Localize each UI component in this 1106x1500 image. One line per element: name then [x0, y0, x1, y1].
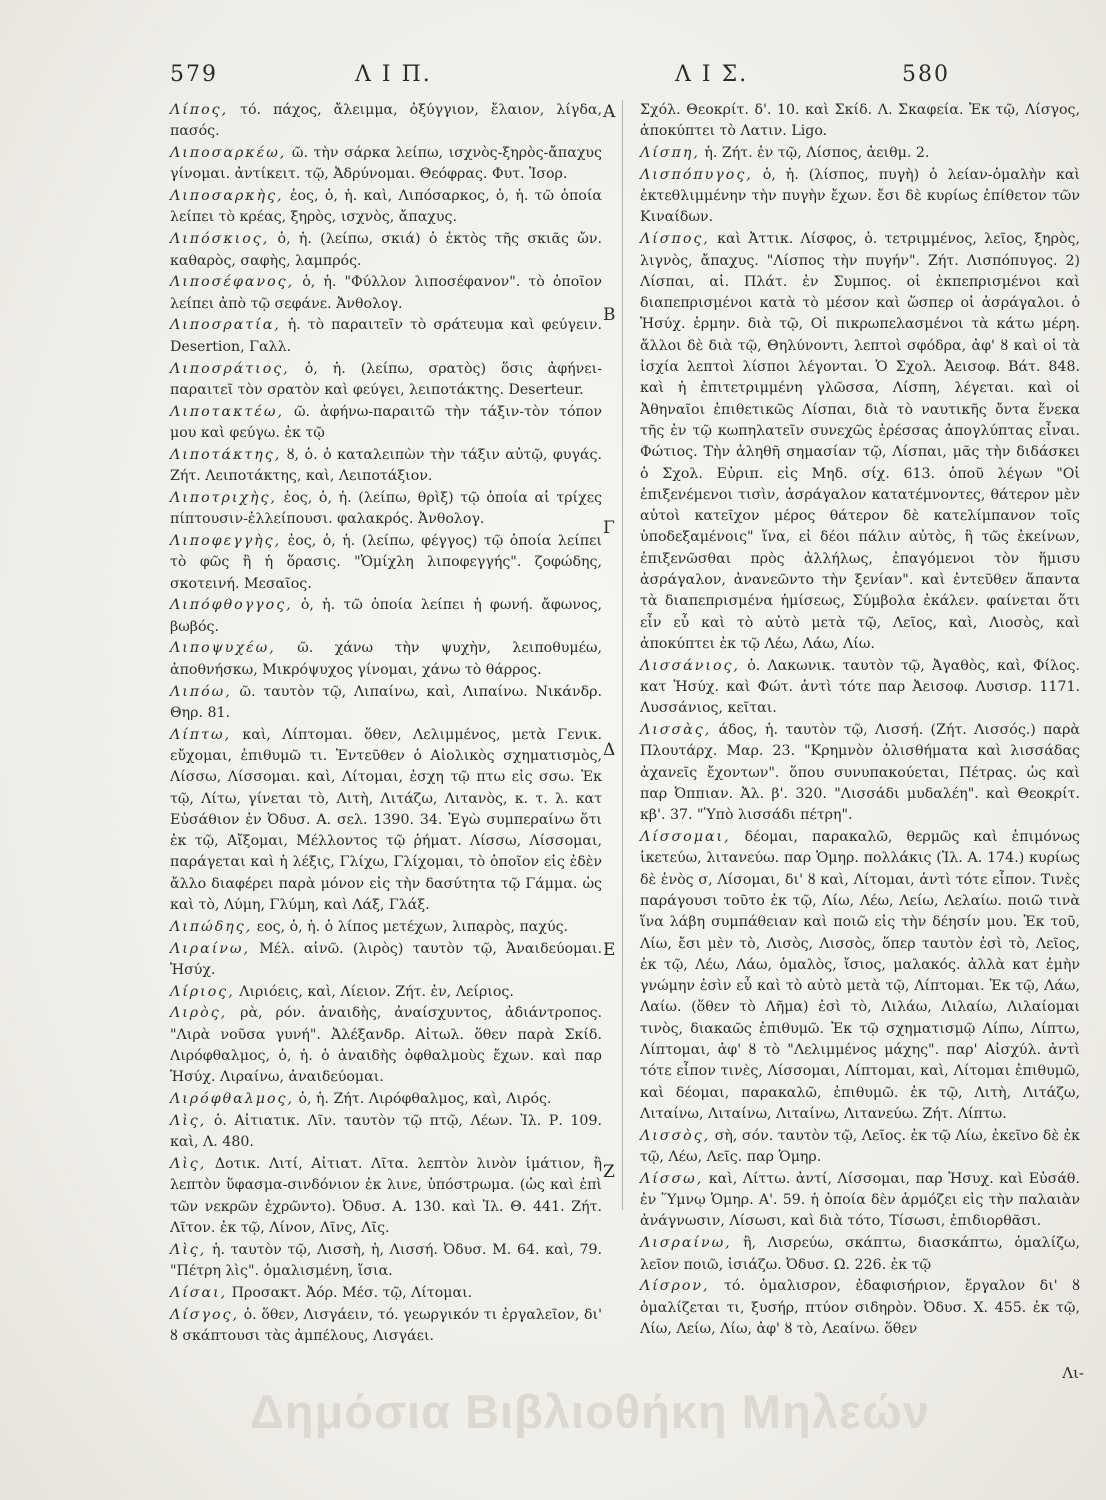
- entry-headword: Λιπόω,: [170, 683, 232, 700]
- running-head-left: Λ Ι Π.: [355, 62, 432, 87]
- entry-definition: εος, ὁ, ἡ. ὁ λίπος μετέχων, λιπαρὸς, παχύς.: [256, 918, 569, 935]
- entry-headword: Λιποσέφανος,: [170, 274, 295, 291]
- dictionary-entry: [170, 359, 602, 402]
- dictionary-entry: [640, 165, 1080, 229]
- dictionary-entry: [170, 638, 602, 681]
- entry-headword: Λιποτακτέω,: [170, 403, 284, 420]
- entry-headword: Λὶς,: [170, 1156, 207, 1173]
- dictionary-entry: [170, 1154, 602, 1239]
- dictionary-entry: [640, 720, 1080, 826]
- library-watermark: Δημόσια Βιβλιοθήκη Μηλεών: [250, 1385, 930, 1438]
- dictionary-entry: [640, 100, 1080, 143]
- entry-definition: καὶ, Λίπτομαι. ὅθεν, Λελιμμένος, μετὰ Γενικ. εὔχομαι, ἐπιθυμῶ τι. Ἐντεῦθεν ὁ Αἰολικὸς σχηματισμὸς, Λίσσω, Λίσσομαι. καὶ, Λίτομαι, ἐσχη τῷ πτω εἰς σσω. Ἐκ τῷ, Λίτω, γίνεται τὸ, Λιτὴ, Λιτάζω, Λιτανὸς, κ. τ. λ. κατ Εὐσάθιον ἐν Ὀδυσ. Α. σελ. 1390. 34. Ἐγὼ συμπεραίνω ὅτι ἐκ τῷ, Αἴξομαι, Μέλλοντος τῷ ῥήματ. Λίσσω, Λίσσομαι, παράγεται καὶ ἡ λέξις, Γλίχω, Γλίχομαι, τὸ ὁποῖον εἰς ἐδὲν ἄλλο διαφέρει παρὰ μόνον εἰς τὴν δασύτητα τῷ Γάμμα. ὡς καὶ τὸ, Λύμη, Γλύμη, καὶ Λάξ, Γλάξ.: [170, 726, 602, 913]
- entry-headword: Λὶς,: [170, 1241, 207, 1258]
- dictionary-entry: [170, 100, 602, 143]
- catchword: Λι-: [1062, 1364, 1084, 1382]
- page-number-right: 580: [902, 62, 950, 87]
- margin-letter-a: A: [603, 102, 616, 122]
- margin-section-letters: [603, 100, 623, 1220]
- entry-headword: Λίσρον,: [640, 1278, 710, 1295]
- dictionary-entry: [170, 445, 602, 488]
- entry-definition: ῶ. ἀφήνω-παραιτῶ τὴν τάξιν-τὸν τόπον μου καὶ φεύγω. ἐκ τῷ: [170, 403, 602, 441]
- dictionary-entry: [170, 1089, 602, 1110]
- entry-definition: ὁ, ἡ. (λίσπος, πυγὴ) ὁ λείαν-ὁμαλὴν καὶ ἐκτεθλιμμένην τὴν πυγὴν ἔχων. ἔσι δὲ κυρίως ἐπίθετον τῶν Κιναίδων.: [640, 166, 1080, 226]
- entry-definition: ὁ, ἡ. Ζήτ. Λιρόφθαλμος, καὶ, Λιρός.: [298, 1091, 552, 1108]
- entry-definition: ὁ, ἡ. (λείπω, σκιά) ὁ ἐκτὸς τῆς σκιᾶς ὤν. καθαρὸς, σαφὴς, λαμπρός.: [170, 231, 602, 269]
- dictionary-entry: [170, 229, 602, 272]
- entry-headword: Λιπόσκιος,: [170, 231, 270, 248]
- entry-headword: Λίσπος,: [640, 231, 710, 248]
- entry-headword: Λίσπη,: [640, 145, 700, 162]
- page-header: [170, 62, 950, 98]
- dictionary-entry: [170, 1240, 602, 1283]
- entry-headword: Λίσγος,: [170, 1306, 239, 1323]
- entry-headword: Λιποσαρκέω,: [170, 145, 287, 162]
- margin-letter-delta: Δ: [603, 740, 616, 760]
- entry-headword: Λιραίνω,: [170, 940, 250, 957]
- entry-definition: ὁ. ὅθεν, Λισγάειν, τό. γεωργικόν τι ἐργαλεῖον, δι' ȣ σκάπτουσι τὰς ἀμπέλους, Λισγάει.: [170, 1306, 603, 1344]
- entry-headword: Λισσὰς,: [640, 722, 712, 739]
- dictionary-entry: [170, 315, 602, 358]
- margin-letter-gamma: Γ: [603, 518, 615, 538]
- entry-definition: ὁ. Λακωνικ. ταυτὸν τῷ, Ἀγαθὸς, καὶ, Φίλος. κατ Ἡσύχ. καὶ Φώτ. ἀντὶ τότε παρ Ἀεισοφ. Λυσισρ. 1171. Λυσσάνιος, κεῖται.: [640, 657, 1080, 717]
- entry-definition: ἡ. ταυτὸν τῷ, Λισσὴ, ἡ, Λισσή. Ὀδυσ. Μ. 64. καὶ, 79. "Πέτρη λὶς". ὁμαλισμένη, ἴσια.: [170, 1241, 602, 1280]
- dictionary-entry: [640, 1126, 1080, 1169]
- dictionary-entry: [170, 1283, 602, 1304]
- entry-definition: ἡ. τὸ παραιτεῖν τὸ σράτευμα καὶ φεύγειν. Desertion, Γαλλ.: [170, 317, 602, 355]
- dictionary-entry: [170, 1003, 602, 1088]
- right-column: [640, 100, 1080, 1341]
- entry-headword: Λισπόπυγος,: [640, 166, 753, 183]
- entry-headword: Λιρὸς,: [170, 1005, 228, 1022]
- dictionary-entry: [170, 939, 602, 982]
- dictionary-entry: [170, 143, 602, 186]
- entry-definition: ἐος, ὁ, ἡ. (λείπω, φέγγος) τῷ ὁποία λείπει τὸ φῶς ἢ ἡ ὅρασις. "Ὁμίχλη λιποφεγγής". ζοφώδης, σκοτεινή. Μεσαῖος.: [170, 532, 602, 592]
- dictionary-entry: [640, 229, 1080, 655]
- entry-definition: ὁ. Αἰτιατικ. Λῖν. ταυτὸν τῷ πτῷ, Λέων. Ἰλ. Ρ. 109. καὶ, Λ. 480.: [170, 1112, 602, 1151]
- entry-headword: Λίπος,: [170, 102, 229, 118]
- dictionary-entry: [640, 656, 1080, 720]
- dictionary-entry: [170, 402, 602, 445]
- left-column: [170, 100, 602, 1348]
- dictionary-entry: [170, 1305, 602, 1348]
- dictionary-entry: [170, 1111, 602, 1154]
- entry-definition: Προσακτ. Ἀόρ. Μέσ. τῷ, Λίτομαι.: [231, 1284, 473, 1301]
- entry-definition: ȣ, ὁ. ὁ καταλειπὼν τὴν τάξιν αὐτῷ, φυγάς. Ζήτ. Λειποτάκτης, καὶ, Λειποτάξιον.: [170, 446, 603, 485]
- entry-definition: ῶ. τὴν σάρκα λείπω, ισχνὸς-ξηρὸς-ἄπαχυς γίνομαι. ἀντίκειτ. τῷ, Ἀδρύνομαι. Θεόφρας. Φυτ. Ἱσορ.: [170, 145, 602, 183]
- entry-headword: Λιποσράτιος,: [170, 360, 290, 377]
- dictionary-entry: [170, 725, 602, 917]
- entry-headword: Λισσὸς,: [640, 1127, 711, 1144]
- margin-letter-b: B: [603, 305, 616, 325]
- entry-definition: ὁ, ἡ. τῶ ὁποία λείπει ἡ φωνή. ἄφωνος, βωβός.: [170, 597, 602, 635]
- entry-headword: Λίσσω,: [640, 1170, 704, 1187]
- entry-headword: Λιπόφθογγος,: [170, 597, 293, 614]
- entry-definition: ὁ, ἡ. "Φύλλον λιποσέφανον". τὸ ὁποῖον λείπει ἀπὸ τῷ σεφάνε. Ἀνθολογ.: [170, 274, 602, 312]
- dictionary-entry: [640, 1169, 1080, 1233]
- entry-definition: δέομαι, παρακαλῶ, θερμῶς καὶ ἐπιμόνως ἱκετεύω, λιτανεύω. παρ Ὁμηρ. πολλάκις (Ἰλ. Α. 174.) κυρίως δὲ ἑνὸς σ, Λίσομαι, δι' ȣ καὶ, Λίτομαι, ἀντὶ τότε εἶπον. Τινὲς παράγουσι τοῦτο ἐκ τῷ, Λίω, Λέω, Λείω, Λελαίω. ποιῶ τινὰ ἵνα λάβη συμπάθειαν καὶ ποιῶ εἰς τὴν δέησίν μου. Ἐκ τοῦ, Λίω, ἔσι μὲν τὸ, Λισὸς, Λισσὸς, ὅπερ ταυτὸν ἐσὶ τὸ, Λεῖος, ἐκ τῷ, Λέω, Λάω, ὁμαλὸς, ἴσιος, μαλακός. ἀλλὰ κατ ἐμὴν γνώμην ἐσὶν εὖ καὶ τὸ αὐτὸ μετὰ τῷ, Λίπτομαι. Ἐκ τῷ, Λάω, Λαίω. (ὅθεν τὸ Λῆμα) ἐσὶ τὸ, Λιλάω, Λιλαίω, Λιλαίομαι τινὸς, διακαῶς ἐπιθυμῶ. Ἐκ τῷ σχηματισμῷ Λίπω, Λίπτω, Λίπτομαι, ἀφ' ȣ τὸ "Λελιμμένος μάχης". παρ' Αἰσχύλ. ἀντὶ τότε εἶπον τινὲς, Λίσσομαι, Λίπτομαι, καὶ, Λίτομαι ἐπιθυμῶ, καὶ δέομαι, παρακαλῶ, ἐπιθυμῶ. ἐκ τῷ, Λιτὴ, Λιτάζω, Λιταίνω, Λιταίνω, Λιταίνω, Λιτανεύω. Ζήτ. Λίπτω.: [640, 829, 1080, 1122]
- running-head-right: Λ Ι Σ.: [675, 62, 749, 87]
- entry-definition: ἐος, ὁ, ἡ. καὶ, Λιπόσαρκος, ὁ, ἡ. τῶ ὁποία λείπει τὸ κρέας, ξηρὸς, ισχνὸς, ἄπαχυς.: [170, 188, 602, 226]
- entry-definition: Λιριόεις, καὶ, Λίειον. Ζήτ. ἐν, Λείριος.: [239, 983, 514, 1000]
- entry-definition: ὁ, ἡ. (λείπω, σρατὸς) ὅσις ἀφήνει-παραιτεῖ τὸν σρατὸν καὶ φεύγει, λειποτάκτης. Deserteur.: [170, 360, 603, 398]
- entry-definition: Μέλ. αἰνῶ. (λιρὸς) ταυτὸν τῷ, Ἀναιδεύομαι. Ἡσύχ.: [170, 940, 602, 978]
- page-number-left: 579: [170, 62, 218, 87]
- dictionary-entry: [640, 1276, 1080, 1340]
- dictionary-entry: [170, 982, 602, 1003]
- entry-headword: Λιποψυχέω,: [170, 640, 276, 657]
- entry-definition: ῶ. χάνω τὴν ψυχὴν, λειποθυμέω, ἀποθνήσκω, Μικρόψυχος γίνομαι, χάνω τὸ θάρρος.: [170, 640, 603, 678]
- entry-headword: Λὶς,: [170, 1112, 207, 1129]
- entry-definition: καὶ Ἀττικ. Λίσφος, ὁ. τετριμμένος, λεῖος, ξηρὸς, λιγνὸς, ἄπαχυς. "Λίσπος τὴν πυγήν". Ζήτ. Λισπόπυγος. 2) Λίσπαι, αἱ. Πλάτ. ἐν Συμπος. οἱ ἐκπεπρισμένοι καὶ διαπεπρισμένοι κατὰ τὸ μέσον καὶ ὥσπερ οἱ ἀσράγαλοι. ὁ Ἡσύχ. ἑρμην. διὰ τῷ, Οἱ πικρωπελασμένοι τὰ κάτω μέρη. ἄλλοι δὲ διὰ τῷ, Θηλύνοντι, λεπτοὶ σφόδρα, ἀφ' ȣ καὶ οἱ τὰ ἰσχία λεπτοὶ λίσποι λέγονται. Ὁ Σχολ. Ἀεισοφ. Βάτ. 848. καὶ ἡ ἐπιτετριμμένη γλῶσσα, Λίσπη, λέγεται. καὶ οἱ Ἀθηναῖοι ἐπιθετικῶς Λίσπαι, διὰ τὸ ναυτικῆς ὄντα ἕνεκα τῆς ἐν τῷ κωπηλατεῖν συνεχῶς ἐρέσσας ἀπογλύπτας εἶναι. Φώτιος. Τὴν ἀληθῆ σημασίαν τῷ, Λίσπαι, μᾶς τὴν διδάσκει ὁ Σχολ. Εὐριπ. εἰς Μηδ. σίχ. 613. ὁποῦ λέγων "Οἱ ἐπιξενέμενοι τισὶν, ἀσράγαλον κατατέμνοντες, θάτερον μὲν αὐτοὶ κατεῖχον μέρος θάτερον δὲ κατελίμπανον τοῖς ὑποδεξαμένοις" ἵνα, εἰ δέοι πάλιν αὐτὸς, ἢ τῶς ἐκείνων, ἐπιξενῶσθαι πρὸς ἀλλήλως, ἐπαγόμενοι τὸν ἥμισυ ἀσράγαλον, ἀνανεῶντο τὴν ξενίαν". καὶ ἐντεῦθεν ἅπαντα τὰ διαπεπρισμένα ἡμίσεως, Σύμβολα ἐκάλεν. φαίνεται ὅτι εἶν εὖ καὶ τὸ αὐτὸ μετὰ τῷ, Λεῖος, καὶ, Λιοσὸς, καὶ ἀποκύπτει ἐκ τῷ Λέω, Λάω, Λίω.: [640, 231, 1080, 652]
- entry-headword: Λιποτριχὴς,: [170, 489, 277, 506]
- dictionary-entry: [170, 272, 602, 315]
- entry-headword: Λισραίνω,: [640, 1235, 732, 1252]
- entry-headword: Λιποτάκτης,: [170, 446, 282, 463]
- dictionary-entry: [170, 488, 602, 531]
- entry-headword: Λίσσομαι,: [640, 829, 731, 846]
- entry-headword: Λίσαι,: [170, 1284, 228, 1301]
- dictionary-entry: [170, 917, 602, 938]
- dictionary-entry: [640, 143, 1080, 164]
- entry-definition: τό. πάχος, ἄλειμμα, ὀξύγγιον, ἔλαιον, λίγδα, πασός.: [170, 102, 602, 140]
- entry-headword: Λιπώδης,: [170, 918, 253, 935]
- entry-definition: Σχόλ. Θεοκρίτ. δ'. 10. καὶ Σκίδ. Λ. Σκαφεία. Ἐκ τῷ, Λίσγος, ἀποκύπτει τὸ Λατιν. Ligo.: [640, 102, 1080, 140]
- entry-definition: ῶ. ταυτὸν τῷ, Λιπαίνω, καὶ, Λιπαίνω. Νικάνδρ. Θηρ. 81.: [170, 683, 602, 721]
- entry-headword: Λισσάνιος,: [640, 657, 740, 674]
- entry-headword: Λίριος,: [170, 983, 235, 1000]
- dictionary-entry: [640, 827, 1080, 1125]
- dictionary-entry: [640, 1233, 1080, 1276]
- margin-letter-z: Z: [603, 1162, 615, 1182]
- entry-definition: καὶ, Λίττω. ἀντί, Λίσσομαι, παρ Ἡσυχ. καὶ Εὐσάθ. ἐν Ὕμνῳ Ὁμηρ. Α'. 59. ἡ ὁποία δὲν ἁρμόζει εἰς τὴν παλαιὰν ἀνάγνωσιν, Λίσωσι, καὶ διὰ τότο, Τίσωσι, ἐπιδιορθᾶσι.: [640, 1170, 1080, 1230]
- dictionary-entry: [170, 595, 602, 638]
- entry-definition: ἐος, ὁ, ἡ. (λείπω, θρὶξ) τῷ ὁποία αἱ τρίχες πίπτουσιν-ἐλλείπουσι. φαλακρός. Ἀνθολογ.: [170, 489, 602, 528]
- entry-definition: ἢ, Λισρεύω, σκάπτω, διασκάπτω, ὁμαλίζω, λεῖον ποιῶ, ἰσιάζω. Ὀδυσ. Ω. 226. ἐκ τῷ: [640, 1235, 1080, 1273]
- entry-headword: Λιποφεγγὴς,: [170, 532, 282, 549]
- entry-definition: ἡ. Ζήτ. ἐν τῷ, Λίσπος, ἀειθμ. 2.: [704, 145, 930, 162]
- entry-headword: Λίπτω,: [170, 726, 232, 743]
- entry-definition: ρὰ, ρόν. ἀναιδὴς, ἀναίσχυντος, ἀδιάντροπος. "Λιρὰ νοῦσα γυνή". Ἀλέξανδρ. Αἰτωλ. ὅθεν παρὰ Σκίδ. Λιρόφθαλμος, ὁ, ἡ. ὁ ἀναιδὴς ὀφθαλμοὺς ἔχων. καὶ παρ Ἡσύχ. Λιραίνω, ἀναιδεύομαι.: [170, 1005, 602, 1086]
- entry-headword: Λιποσαρκὴς,: [170, 188, 284, 205]
- dictionary-entry: [170, 531, 602, 595]
- dictionary-entry: [170, 186, 602, 229]
- entry-definition: άδος, ἡ. ταυτὸν τῷ, Λισσή. (Ζήτ. Λισσός.) παρὰ Πλουτάρχ. Μαρ. 23. "Κρημνὸν ὀλισθήματα καὶ λισσάδας ἀχανεῖς ἔχοντων". ὅπου συνυπακούεται, Πέτρας. ὡς καὶ παρ Ὀππιαν. Ἀλ. β'. 320. "Λισσάδι μυδαλέη". καὶ Θεοκρίτ. κβ'. 37. "Ὑπὸ λισσάδι πέτρη".: [640, 722, 1081, 824]
- entry-headword: Λιρόφθαλμος,: [170, 1091, 294, 1108]
- margin-letter-e: E: [603, 940, 616, 960]
- entry-definition: σὴ, σόν. ταυτὸν τῷ, Λεῖος. ἐκ τῷ Λίω, ἐκεῖνο δὲ ἐκ τῷ, Λέω, Λεῖς. παρ Ὁμηρ.: [640, 1127, 1080, 1166]
- entry-definition: τό. ὁμαλισρον, ἐδαφισήριον, ἔργαλον δι' ȣ ὁμαλίζεται τι, ξυσήρ, πτύον σιδηρὸν. Ὀδυσ. Χ. 455. ἐκ τῷ, Λίω, Λείω, Λίω, ἀφ' ȣ τὸ, Λεαίνω. ὅθεν: [640, 1278, 1080, 1337]
- entry-headword: Λιποσρατία,: [170, 317, 281, 334]
- entry-definition: Δοτικ. Λιτί, Αἰτιατ. Λῖτα. λεπτὸν λινὸν ἱμάτιον, ἢ λεπτὸν ὕφασμα-σινδόνιον ἐκ λινε, ὑπόστρωμα. (ὡς καὶ ἐπὶ τῶν νεκρῶν ἐχρῶντο). Ὀδυσ. Α. 130. καὶ Ἰλ. Θ. 441. Ζήτ. Λῖτον. ἐκ τῷ, Λίνον, Λῖνς, Λῖς.: [170, 1156, 603, 1236]
- dictionary-entry: [170, 682, 602, 725]
